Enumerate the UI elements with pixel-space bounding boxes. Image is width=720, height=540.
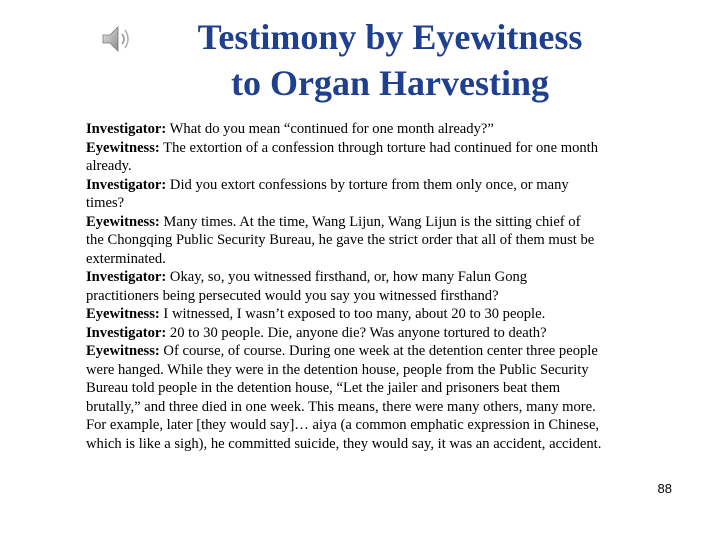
transcript-line bbox=[86, 342, 666, 361]
transcript-line bbox=[86, 398, 666, 417]
transcript-text: I witnessed, I wasn’t exposed to too many, about 20 to 30 people. bbox=[159, 306, 546, 322]
transcript-line bbox=[86, 250, 666, 269]
transcript-line bbox=[86, 435, 666, 454]
transcript-line bbox=[86, 176, 666, 195]
transcript-line bbox=[86, 324, 666, 343]
speaker-label: Eyewitness: bbox=[86, 306, 160, 322]
transcript-line bbox=[86, 157, 666, 176]
transcript-body bbox=[86, 120, 666, 453]
speaker-label: Investigator: bbox=[86, 269, 167, 285]
transcript-line bbox=[86, 305, 666, 324]
transcript-text: already. bbox=[86, 158, 132, 174]
transcript-text: Did you extort confessions by torture from them only once, or many bbox=[166, 176, 569, 193]
transcript-text: the Chongqing Public Security Bureau, he gave the strict order that all of them must be bbox=[86, 232, 595, 248]
transcript-text: times? bbox=[86, 195, 125, 211]
slide-title-line-1: Testimony by Eyewitness bbox=[197, 17, 583, 57]
page-number: 88 bbox=[657, 481, 672, 496]
transcript-line bbox=[86, 213, 666, 232]
transcript-line bbox=[86, 268, 666, 287]
transcript-line bbox=[86, 287, 666, 306]
transcript-line bbox=[86, 194, 666, 213]
speaker-label: Investigator: bbox=[86, 324, 167, 341]
transcript-text: Of course, of course. During one week at the detention center three people bbox=[159, 343, 598, 359]
slide-title-line-2: to Organ Harvesting bbox=[231, 63, 549, 103]
speaker-label: Eyewitness: bbox=[86, 343, 160, 359]
transcript-line bbox=[86, 361, 666, 380]
speaker-label: Investigator: bbox=[86, 176, 167, 193]
transcript-text: Many times. At the time, Wang Lijun, Wang Lijun is the sitting chief of bbox=[159, 213, 581, 230]
transcript-text: For example, later [they would say]… aiya (a common emphatic expression in Chinese, bbox=[86, 417, 600, 433]
transcript-text: exterminated. bbox=[86, 250, 166, 267]
transcript-text: Bureau told people in the detention house, “Let the jailer and prisoners beat them bbox=[86, 380, 561, 396]
transcript-text: which is like a sigh), he committed suicide, they would say, it was an accident, accident. bbox=[86, 435, 602, 452]
transcript-line bbox=[86, 416, 666, 435]
transcript-line bbox=[86, 231, 666, 250]
transcript-text: What do you mean “continued for one month already?” bbox=[166, 121, 494, 137]
transcript-text: practitioners being persecuted would you say you witnessed firsthand? bbox=[86, 287, 499, 304]
transcript-text: Okay, so, you witnessed firsthand, or, how many Falun Gong bbox=[166, 269, 528, 285]
speaker-label: Eyewitness: bbox=[86, 139, 160, 156]
transcript-line bbox=[86, 120, 666, 139]
transcript-text: 20 to 30 people. Die, anyone die? Was anyone tortured to death? bbox=[166, 324, 547, 341]
speaker-label: Investigator: bbox=[86, 121, 167, 137]
transcript-text: The extortion of a confession through torture had continued for one month bbox=[159, 139, 599, 156]
speaker-label: Eyewitness: bbox=[86, 213, 160, 230]
slide-title bbox=[120, 14, 660, 106]
transcript-line bbox=[86, 139, 666, 158]
transcript-line bbox=[86, 379, 666, 398]
transcript-text: were hanged. While they were in the detention house, people from the Public Security bbox=[86, 361, 589, 378]
transcript-text: brutally,” and three died in one week. This means, there were many others, many more. bbox=[86, 398, 596, 415]
